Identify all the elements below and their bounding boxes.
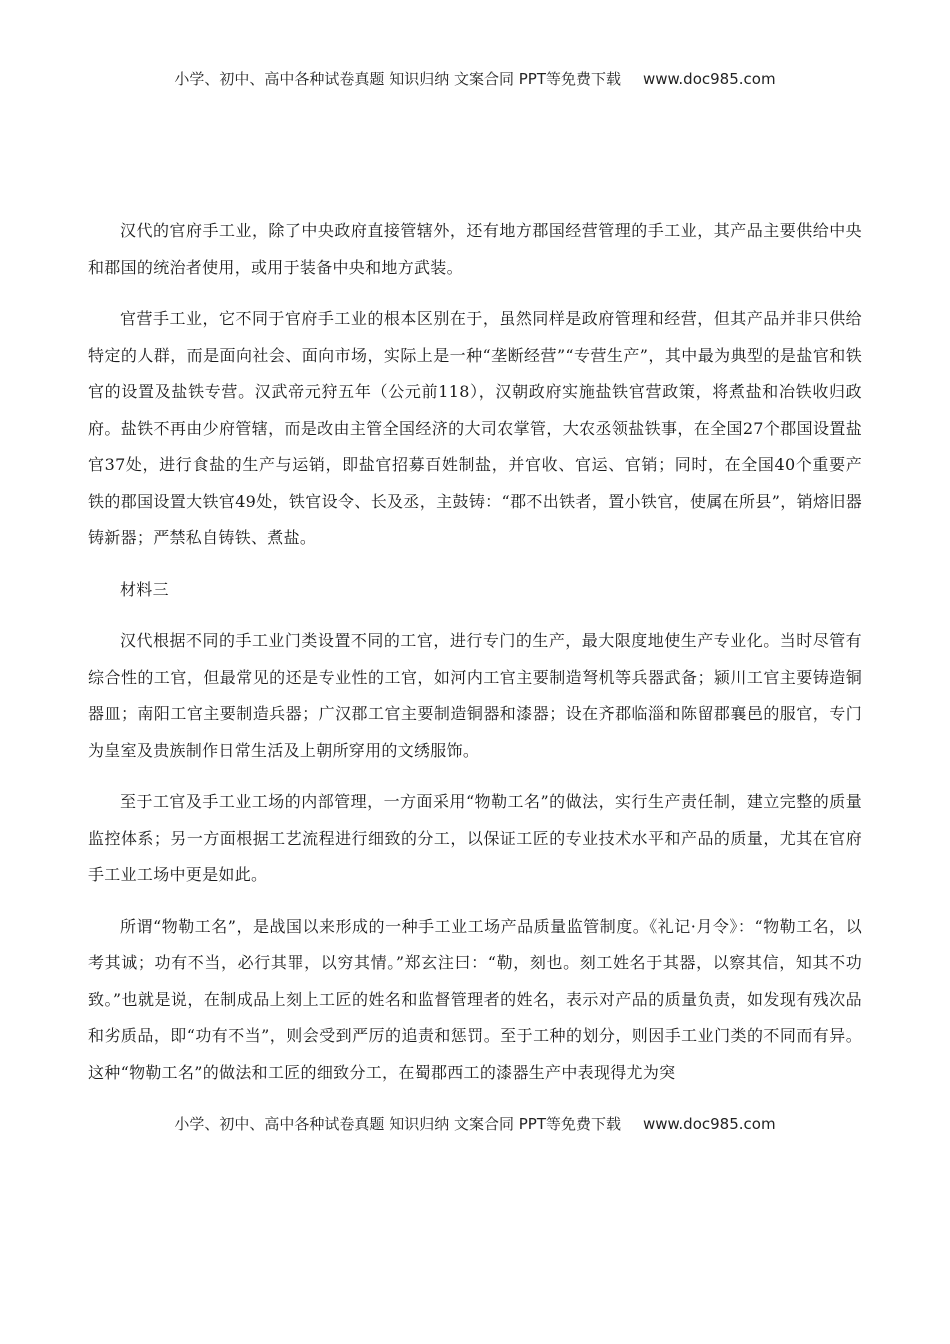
section-heading: 材料三 [120, 579, 169, 599]
document-body [88, 213, 862, 1082]
header-text: 小学、初中、高中各种试卷真题 知识归纳 文案合同 PPT等免费下载 [174, 70, 621, 88]
paragraph: 所谓“物勒工名”，是战国以来形成的一种手工业工场产品质量监管制度。《礼记·月令》：“物勒工名，以考其诚；功有不当，必行其罪，以穷其情。”郑玄注曰：“勒，刻也。刻工姓名于其器，以察其信，知其不功致。”也就是说，在制成品上刻上工匠的姓名和监督管理者的姓名，表示对产品的质量负责，如发现有残次品和劣质品，即“功有不当”，则会受到严厉的追责和惩罚。至于工种的划分，则因手工业门类的不同而有异。这种“物勒工名”的做法和工匠的细致分工，在蜀郡西工的漆器生产中表现得尤为突 [88, 916, 862, 1082]
footer-text: 小学、初中、高中各种试卷真题 知识归纳 文案合同 PPT等免费下载 [174, 1115, 621, 1133]
header-url[interactable]: www.doc985.com [642, 70, 776, 88]
page-footer [0, 1113, 950, 1134]
footer-url[interactable]: www.doc985.com [642, 1115, 776, 1133]
page-header [0, 68, 950, 89]
paragraph: 汉代的官府手工业，除了中央政府直接管辖外，还有地方郡国经营管理的手工业，其产品主要供给中央和郡国的统治者使用，或用于装备中央和地方武装。 [88, 221, 862, 277]
paragraph: 至于工官及手工业工场的内部管理，一方面采用“物勒工名”的做法，实行生产责任制，建立完整的质量监控体系；另一方面根据工艺流程进行细致的分工，以保证工匠的专业技术水平和产品的质量，尤其在官府手工业工场中更是如此。 [88, 792, 862, 884]
paragraph: 官营手工业，它不同于官府手工业的根本区别在于，虽然同样是政府管理和经营，但其产品并非只供给特定的人群，而是面向社会、面向市场，实际上是一种“垄断经营”“专营生产”，其中最为典型的是盐官和铁官的设置及盐铁专营。汉武帝元狩五年（公元前118），汉朝政府实施盐铁官营政策，将煮盐和冶铁收归政府。盐铁不再由少府管辖，而是改由主管全国经济的大司农掌管，大农丞领盐铁事，在全国27个郡国设置盐官37处，进行食盐的生产与运销，即盐官招募百姓制盐，并官收、官运、官销；同时，在全国40个重要产铁的郡国设置大铁官49处，铁官设令、长及丞，主鼓铸：“郡不出铁者，置小铁官，使属在所县”，销熔旧器铸新器；严禁私自铸铁、煮盐。 [88, 309, 862, 547]
paragraph: 汉代根据不同的手工业门类设置不同的工官，进行专门的生产，最大限度地使生产专业化。当时尽管有综合性的工官，但最常见的还是专业性的工官，如河内工官主要制造弩机等兵器武备；颍川工官主要铸造铜器皿；南阳工官主要制造兵器；广汉郡工官主要制造铜器和漆器；设在齐郡临淄和陈留郡襄邑的服官，专门为皇室及贵族制作日常生活及上朝所穿用的文绣服饰。 [88, 631, 862, 760]
